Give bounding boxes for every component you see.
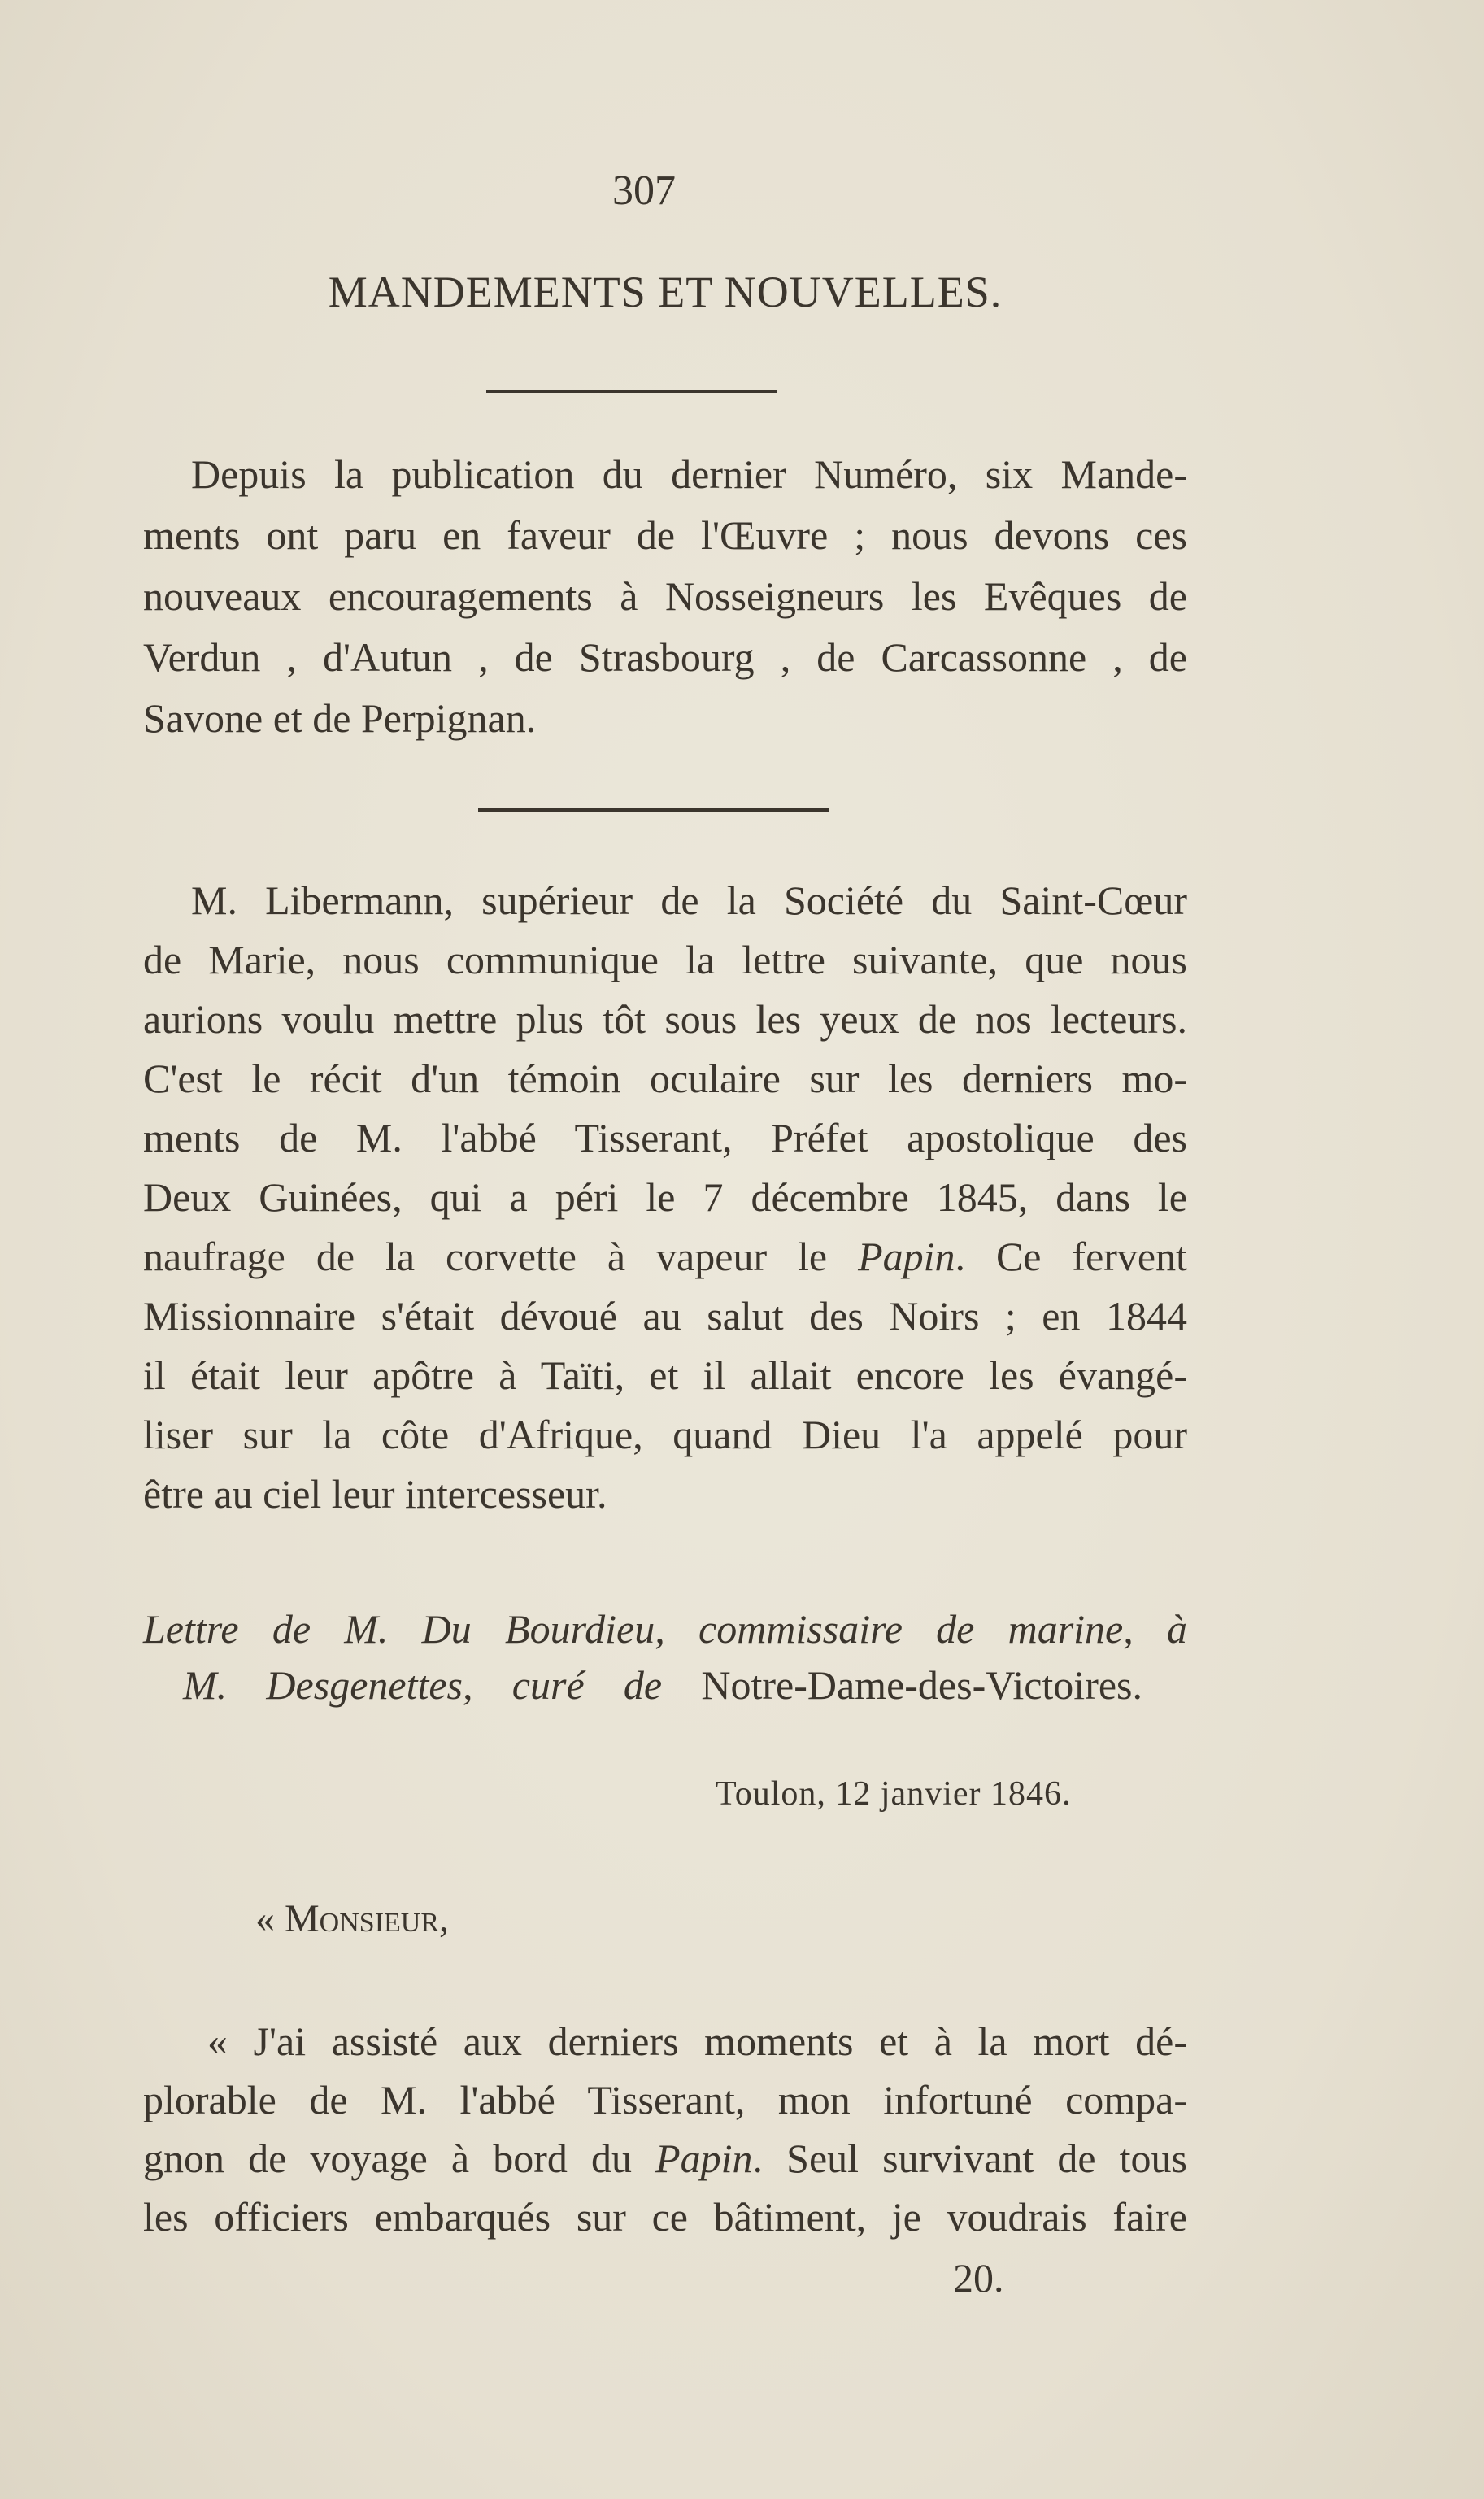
- text-line: Depuis la publication du dernier Numéro, six Mande-: [191, 451, 1187, 497]
- text-line: Savone et de Perpignan.: [143, 695, 537, 741]
- text-line: M. Desgenettes, curé de Notre-Dame-des-Victoires.: [183, 1662, 1142, 1708]
- divider-rule: [478, 808, 829, 812]
- text-line: de Marie, nous communique la lettre suivante, que nous: [143, 937, 1187, 982]
- text-line: M. Libermann, supérieur de la Société du Saint-Cœur: [191, 877, 1187, 923]
- text-line: être au ciel leur intercesseur.: [143, 1471, 607, 1517]
- page-title: MANDEMENTS ET NOUVELLES.: [328, 268, 1003, 316]
- text-line: Verdun , d'Autun , de Strasbourg , de Carcassonne , de: [143, 634, 1187, 680]
- ship-name: Papin: [655, 2135, 753, 2181]
- text-line: naufrage de la corvette à vapeur le Papin. Ce fervent: [143, 1234, 1187, 1279]
- text-line: les officiers embarqués sur ce bâtiment, je voudrais faire: [143, 2194, 1187, 2240]
- text-line: Lettre de M. Du Bourdieu, commissaire de marine, à: [143, 1606, 1187, 1652]
- text-line: plorable de M. l'abbé Tisserant, mon infortuné compa-: [143, 2077, 1187, 2122]
- text-line: il était leur apôtre à Taïti, et il allait encore les évangé-: [143, 1352, 1187, 1398]
- text-line: gnon de voyage à bord du Papin. Seul survivant de tous: [143, 2135, 1187, 2181]
- dateline: Toulon, 12 janvier 1846.: [716, 1775, 1072, 1813]
- ship-name: Papin: [858, 1234, 955, 1279]
- page-number: 307: [612, 168, 676, 214]
- text-line: Deux Guinées, qui a péri le 7 décembre 1845, dans le: [143, 1174, 1187, 1220]
- text-line: nouveaux encouragements à Nosseigneurs les Evêques de: [143, 573, 1187, 619]
- text-line: liser sur la côte d'Afrique, quand Dieu l'a appelé pour: [143, 1412, 1187, 1457]
- salutation: « Monsieur,: [255, 1897, 450, 1940]
- divider-rule: [486, 390, 777, 393]
- signature-mark: 20.: [953, 2255, 1004, 2301]
- text-line: aurions voulu mettre plus tôt sous les yeux de nos lecteurs.: [143, 996, 1187, 1042]
- text-line: ments de M. l'abbé Tisserant, Préfet apostolique des: [143, 1115, 1187, 1160]
- text-line: Missionnaire s'était dévoué au salut des Noirs ; en 1844: [143, 1293, 1187, 1339]
- text-line: C'est le récit d'un témoin oculaire sur les derniers mo-: [143, 1056, 1187, 1101]
- text-line: ments ont paru en faveur de l'Œuvre ; nous devons ces: [143, 512, 1187, 558]
- text-line: « J'ai assisté aux derniers moments et à la mort dé-: [207, 2018, 1187, 2064]
